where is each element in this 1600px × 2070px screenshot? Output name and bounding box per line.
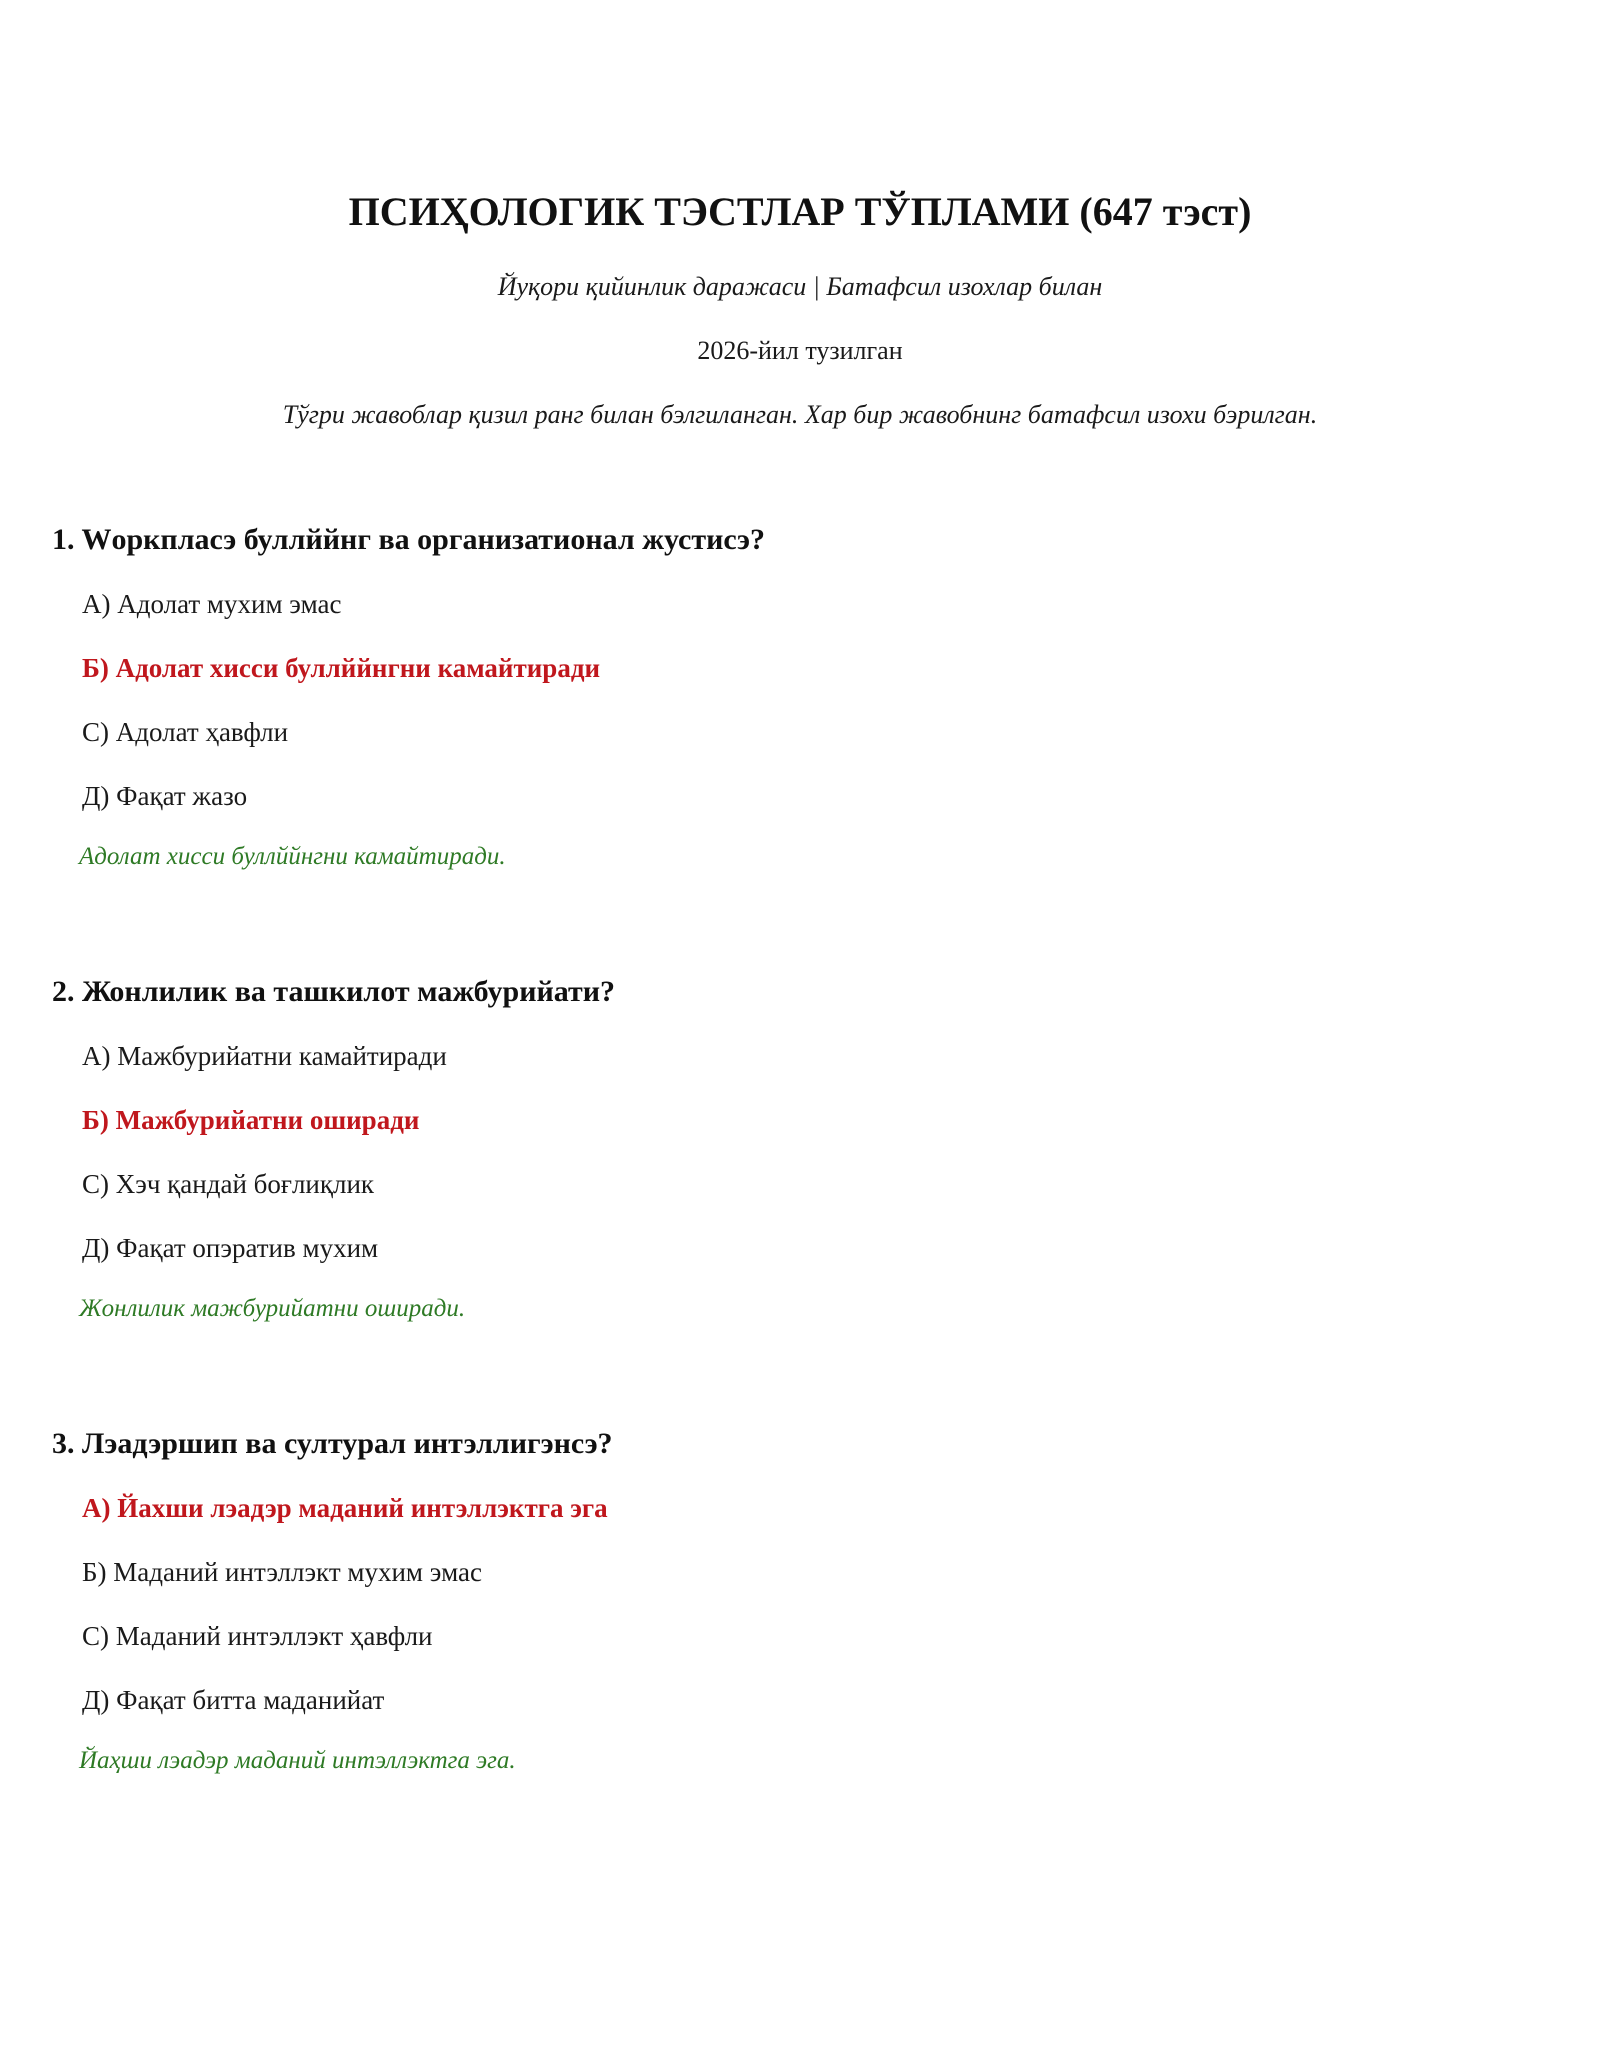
question-text: 2. Жонлилик ва ташкилот мажбурийати? (52, 975, 616, 1008)
question-block-3 (52, 1424, 1552, 1778)
option-a: А) Адолат мухим эмас (82, 589, 342, 619)
document-title: ПСИҲОЛОГИК ТЭСТЛАР ТЎПЛАМИ (647 тэст) (348, 189, 1252, 234)
answer-explanation: Жонлилик мажбурийатни оширади. (79, 1295, 466, 1322)
option-d: Д) Фақат битта маданийат (82, 1685, 385, 1715)
answer-explanation: Адолат хисси буллййнгни камайтиради. (79, 843, 506, 870)
option-d: Д) Фақат жазо (82, 781, 248, 811)
option-a: А) Мажбурийатни камайтиради (82, 1041, 447, 1071)
option-b: Б) Маданий интэллэкт мухим эмас (82, 1557, 482, 1587)
document-note: Тўгри жавоблар қизил ранг билан бэлгиланган. Хар бир жавобнинг батафсил изохи бэрилган. (282, 400, 1318, 429)
option-b-correct: Б) Адолат хисси буллййнгни камайтиради (82, 653, 601, 683)
option-b-correct: Б) Мажбурийатни оширади (82, 1105, 420, 1135)
option-c: С) Хэч қандай боғлиқлик (82, 1169, 375, 1199)
question-text: 3. Лэадэршип ва султурал интэллигэнсэ? (52, 1427, 613, 1460)
option-c: С) Адолат ҳавфли (82, 717, 289, 747)
document-date: 2026-йил тузилган (697, 336, 903, 365)
document-subtitle: Йуқори қийинлик даражаси | Батафсил изохлар билан (497, 272, 1103, 301)
option-c: С) Маданий интэллэкт ҳавфли (82, 1621, 433, 1651)
option-a-correct: А) Йахши лэадэр маданий интэллэктга эга (82, 1493, 608, 1523)
question-block-1 (52, 520, 1552, 874)
answer-explanation: Йаҳши лэадэр маданий интэллэктга эга. (79, 1747, 516, 1774)
question-text: 1. Wоркпласэ буллййнг ва организатионал жустисэ? (52, 523, 766, 556)
question-block-2 (52, 972, 1552, 1326)
option-d: Д) Фақат опэратив мухим (82, 1233, 379, 1263)
